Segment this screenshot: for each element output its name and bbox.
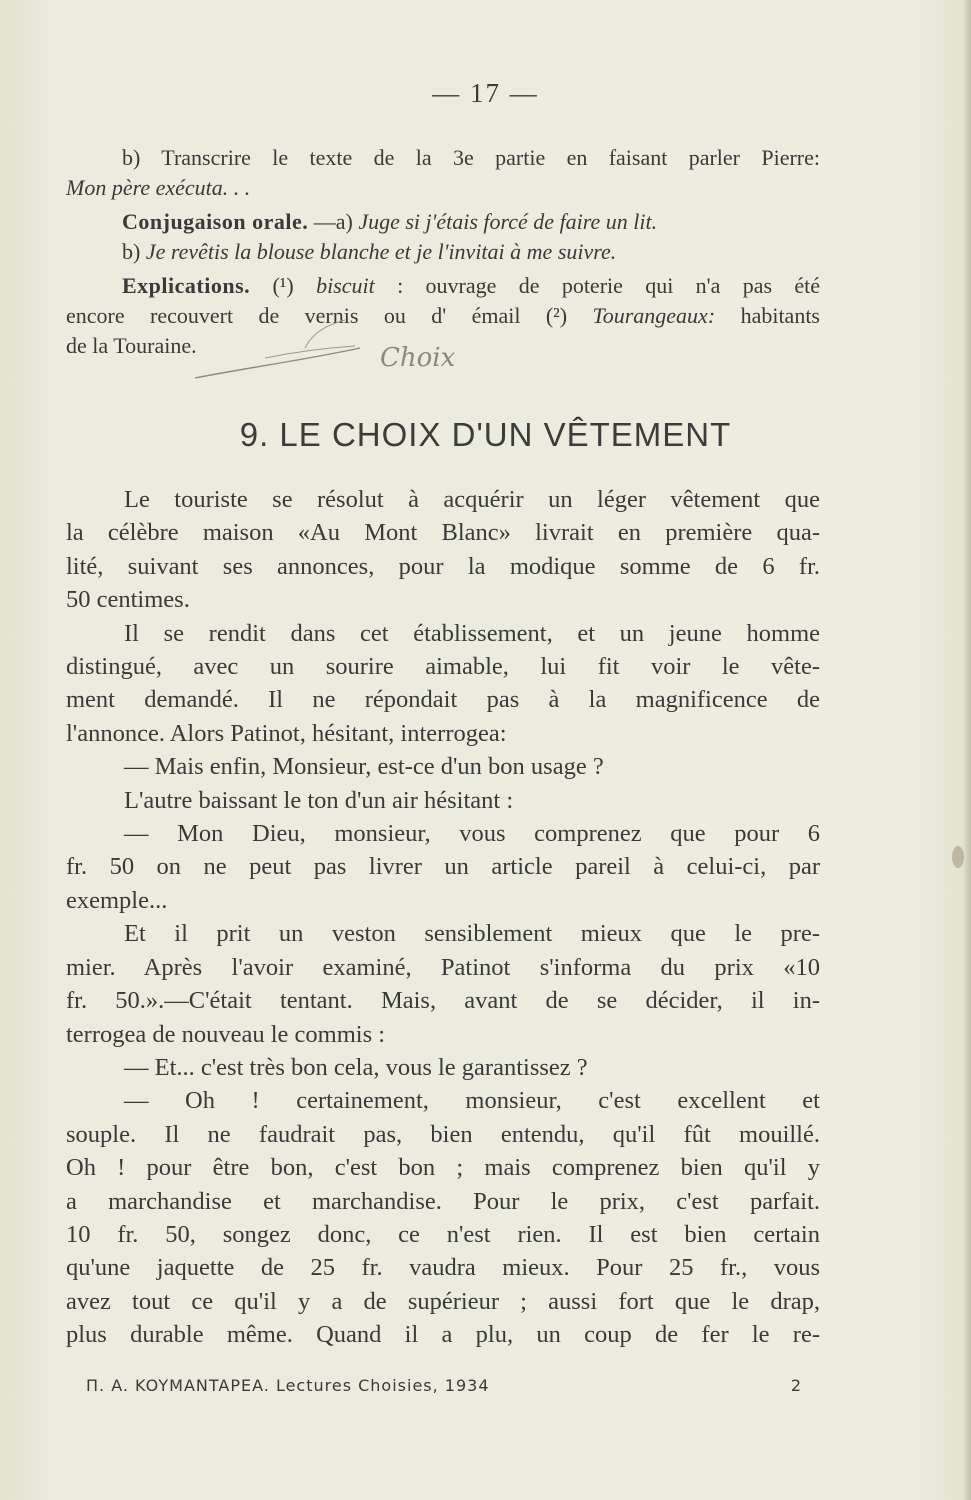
page-edge-shadow — [963, 0, 971, 1500]
text-line: Oh ! pour être bon, c'est bon ; mais comprenez bien qu'il y — [66, 1154, 820, 1182]
text-line: — Mon Dieu, monsieur, vous comprenez que pour 6 — [124, 820, 820, 848]
text-line: Et il prit un veston sensiblement mieux que le pre- — [124, 920, 820, 948]
page-footer — [86, 1376, 802, 1395]
text-line: exemple... — [66, 886, 168, 914]
page-number: — 17 — — [432, 78, 539, 108]
note-2-word: Tourangeaux: — [592, 303, 716, 328]
text-line: mier. Après l'avoir examiné, Patinot s'informa du prix «10 — [66, 953, 820, 981]
explications-line-3: de la Touraine. — [66, 333, 197, 358]
conjugation-a-marker: —a) — [313, 209, 353, 234]
text-line: la célèbre maison «Au Mont Blanc» livrait en première qua- — [66, 519, 820, 547]
text-line: plus durable même. Quand il a plu, un coup de fer le re- — [66, 1321, 820, 1349]
conjugation-b-text: Je revêtis la blouse blanche et je l'invitai à me suivre. — [145, 239, 617, 264]
chapter-title: 9. LE CHOIX D'UN VÊTEMENT — [239, 416, 732, 453]
conjugation-b-line — [66, 237, 820, 267]
explications-line-2a: encore recouvert de vernis ou d' émail (²) — [66, 303, 568, 328]
text-line: — Mais enfin, Monsieur, est-ce d'un bon usage ? — [124, 753, 604, 781]
conjugation-line — [66, 207, 820, 237]
text-line: Le touriste se résolut à acquérir un léger vêtement que — [124, 486, 820, 513]
note-1-word: biscuit — [316, 273, 375, 298]
explications-label: Explications. — [122, 273, 251, 298]
note-1-marker: (¹) — [272, 273, 294, 298]
explications-line-2b: habitants — [740, 303, 820, 328]
page-stain — [952, 846, 964, 868]
text-line: fr. 50 on ne peut pas livrer un article pareil à celui-ci, par — [66, 853, 820, 881]
chapter-body — [66, 483, 820, 1352]
conjugation-b-marker: b) — [122, 239, 141, 264]
footer-citation: Π. A. KOYMANTAPEA. Lectures Choisies, 1934 — [86, 1376, 490, 1395]
text-line: Il se rendit dans cet établissement, et un jeune homme — [124, 619, 820, 647]
text-line: — Oh ! certainement, monsieur, c'est excellent et — [124, 1087, 820, 1115]
text-line: qu'une jaquette de 25 fr. vaudra mieux. Pour 25 fr., vous — [66, 1254, 820, 1282]
explications-line-1 — [66, 271, 820, 301]
text-line: distingué, avec un sourire aimable, lui fit voir le vête- — [66, 653, 820, 681]
text-line: 50 centimes. — [66, 586, 190, 614]
exercise-line-2: Mon père exécuta. . . — [66, 175, 251, 200]
text-line: l'annonce. Alors Patinot, hésitant, interrogea: — [66, 719, 507, 747]
text-line: L'autre baissant le ton d'un air hésitant : — [124, 786, 514, 814]
text-line: lité, suivant ses annonces, pour la modique somme de 6 fr. — [66, 552, 820, 580]
text-line: avez tout ce qu'il y a de supérieur ; aussi fort que le drap, — [66, 1287, 820, 1315]
footer-signature-mark: 2 — [790, 1376, 802, 1395]
text-line: a marchandise et marchandise. Pour le prix, c'est parfait. — [66, 1187, 820, 1215]
text-line: fr. 50.».—C'était tentant. Mais, avant de se décider, il in- — [66, 987, 820, 1015]
pencil-annotation — [185, 318, 505, 398]
conjugation-a-text: Juge si j'étais forcé de faire un lit. — [358, 209, 658, 234]
conjugation-label: Conjugaison orale. — [122, 209, 309, 234]
text-line: souple. Il ne faudrait pas, bien entendu, qu'il fût mouillé. — [66, 1120, 820, 1148]
text-line: 10 fr. 50, songez donc, ce n'est rien. Il est bien certain — [66, 1220, 820, 1248]
note-1-definition: : ouvrage de poterie qui n'a pas été — [397, 273, 821, 298]
text-line: ment demandé. Il ne répondait pas à la magnificence de — [66, 686, 820, 714]
exercise-line-1: b) Transcrire le texte de la 3e partie en faisant parler Pierre: — [122, 145, 820, 170]
handwritten-word: Choix — [380, 343, 456, 373]
text-line: terrogea de nouveau le commis : — [66, 1020, 386, 1048]
text-line: — Et... c'est très bon cela, vous le garantissez ? — [124, 1053, 588, 1081]
